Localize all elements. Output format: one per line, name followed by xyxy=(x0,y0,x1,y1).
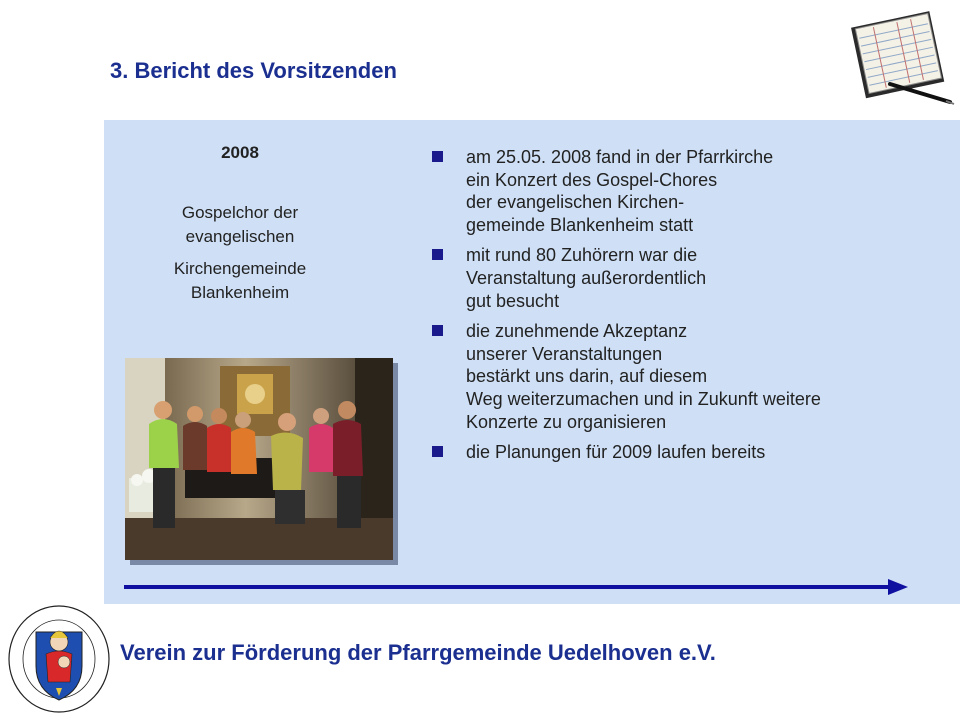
bullet-text-line: der evangelischen Kirchen- xyxy=(466,192,685,213)
bullet-text-line: unserer Veranstaltungen xyxy=(466,343,663,364)
list-item xyxy=(428,320,948,433)
square-bullet-icon xyxy=(432,151,443,162)
event-caption xyxy=(110,143,370,305)
bullet-text-line: Konzerte zu organisieren xyxy=(466,411,667,432)
arrow-right-icon xyxy=(124,578,908,596)
caption-line: Gospelchor der xyxy=(181,203,299,222)
bullet-text-line: bestärkt uns darin, auf diesem xyxy=(466,366,708,387)
caption-line: Kirchengemeinde xyxy=(173,259,307,278)
caption-line: Blankenheim xyxy=(190,283,290,302)
parish-crest-logo xyxy=(6,604,112,714)
slide-title: 3. Bericht des Vorsitzenden xyxy=(110,58,397,83)
footer-association-name: Verein zur Förderung der Pfarrgemeinde Uedelhoven e.V. xyxy=(120,640,716,665)
bullet-text-line: Weg weiterzumachen und in Zukunft weitere xyxy=(466,388,821,409)
square-bullet-icon xyxy=(432,249,443,260)
list-item xyxy=(428,146,948,236)
bullet-text-line: gemeinde Blankenheim statt xyxy=(466,214,694,235)
ledger-book-icon xyxy=(846,6,956,112)
list-item xyxy=(428,441,948,464)
bullet-text-line: Veranstaltung außerordentlich xyxy=(466,267,707,288)
bullet-text-line: am 25.05. 2008 fand in der Pfarrkirche xyxy=(466,147,774,167)
report-bullet-list xyxy=(428,146,948,472)
bullet-text-line: gut besucht xyxy=(466,290,560,311)
bullet-text-line: die zunehmende Akzeptanz xyxy=(466,321,688,342)
square-bullet-icon xyxy=(432,446,443,457)
choir-photo xyxy=(125,358,393,560)
square-bullet-icon xyxy=(432,325,443,336)
caption-line: evangelischen xyxy=(185,227,295,246)
list-item xyxy=(428,244,948,312)
bullet-text-line: die Planungen für 2009 laufen bereits xyxy=(466,442,766,463)
event-year: 2008 xyxy=(221,143,259,162)
bullet-text-line: mit rund 80 Zuhörern war die xyxy=(466,245,698,266)
bullet-text-line: ein Konzert des Gospel-Chores xyxy=(466,169,718,190)
